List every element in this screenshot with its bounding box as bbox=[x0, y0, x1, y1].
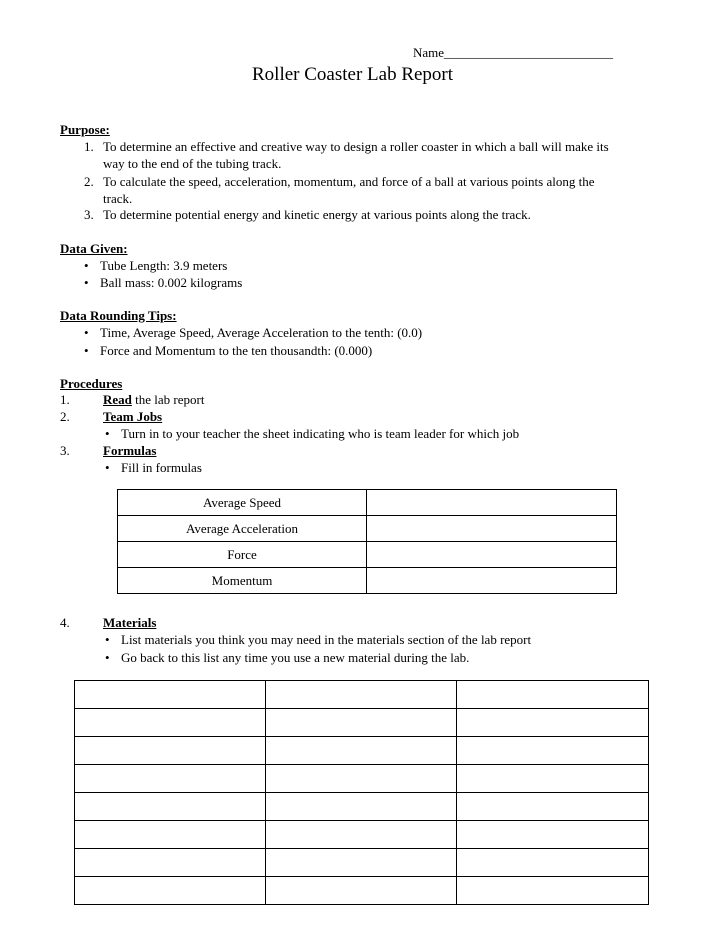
purpose-item-text: To determine potential energy and kinetic energy at various points along the track. bbox=[103, 207, 531, 222]
materials-cell[interactable] bbox=[266, 849, 457, 877]
step-label: Formulas bbox=[103, 443, 157, 458]
bullet-icon: • bbox=[105, 426, 110, 441]
table-row bbox=[118, 490, 617, 516]
table-row bbox=[75, 849, 649, 877]
bullet-icon: • bbox=[105, 650, 110, 665]
purpose-item-num: 2. bbox=[84, 174, 94, 189]
materials-cell[interactable] bbox=[457, 737, 649, 765]
materials-cell[interactable] bbox=[75, 877, 266, 905]
bullet-icon: • bbox=[105, 632, 110, 647]
list-item: • Turn in to your teacher the sheet indicating who is team leader for which job bbox=[105, 426, 520, 441]
step-1: Read the lab report bbox=[103, 392, 205, 407]
bullet-icon: • bbox=[84, 325, 89, 340]
materials-cell[interactable] bbox=[75, 737, 266, 765]
list-item: • Time, Average Speed, Average Acceleration to the tenth: (0.0) bbox=[84, 325, 423, 340]
step-number: 1. bbox=[60, 392, 70, 407]
materials-cell[interactable] bbox=[266, 681, 457, 709]
table-row bbox=[75, 877, 649, 905]
materials-cell[interactable] bbox=[266, 737, 457, 765]
table-row bbox=[118, 516, 617, 542]
bullet-icon: • bbox=[105, 460, 110, 475]
formula-cell[interactable] bbox=[367, 568, 617, 594]
purpose-item-num: 3. bbox=[84, 207, 94, 222]
materials-cell[interactable] bbox=[75, 765, 266, 793]
data-given-heading: Data Given: bbox=[60, 241, 128, 256]
purpose-item-text: track. bbox=[103, 191, 133, 206]
table-row bbox=[75, 681, 649, 709]
table-row bbox=[75, 709, 649, 737]
step-label: Read bbox=[103, 392, 132, 407]
materials-cell[interactable] bbox=[266, 765, 457, 793]
purpose-item-text: To determine an effective and creative way to design a roller coaster in which a ball will make its bbox=[103, 139, 609, 154]
materials-cell[interactable] bbox=[457, 709, 649, 737]
formula-label: Force bbox=[118, 542, 367, 568]
procedures-heading: Procedures bbox=[60, 376, 123, 391]
materials-table bbox=[74, 680, 649, 905]
step-number: 2. bbox=[60, 409, 70, 424]
table-row bbox=[75, 765, 649, 793]
step-number: 3. bbox=[60, 443, 70, 458]
step-number: 4. bbox=[60, 615, 70, 630]
table-row bbox=[75, 737, 649, 765]
purpose-heading: Purpose: bbox=[60, 122, 110, 137]
formula-label: Momentum bbox=[118, 568, 367, 594]
name-line[interactable] bbox=[413, 44, 613, 61]
bullet-icon: • bbox=[84, 258, 89, 273]
bullet-icon: • bbox=[84, 343, 89, 358]
materials-cell[interactable] bbox=[266, 709, 457, 737]
materials-cell[interactable] bbox=[75, 709, 266, 737]
table-row bbox=[118, 568, 617, 594]
formula-table bbox=[117, 489, 617, 594]
formula-cell[interactable] bbox=[367, 542, 617, 568]
materials-cell[interactable] bbox=[75, 793, 266, 821]
table-row bbox=[75, 821, 649, 849]
materials-cell[interactable] bbox=[457, 765, 649, 793]
materials-cell[interactable] bbox=[75, 681, 266, 709]
materials-cell[interactable] bbox=[457, 793, 649, 821]
list-item: • List materials you think you may need in the materials section of the lab report bbox=[105, 632, 532, 647]
formula-label: Average Acceleration bbox=[118, 516, 367, 542]
list-item: • Force and Momentum to the ten thousandth: (0.000) bbox=[84, 343, 373, 358]
list-item: • Fill in formulas bbox=[105, 460, 202, 475]
list-item: • Tube Length: 3.9 meters bbox=[84, 258, 228, 273]
formula-cell[interactable] bbox=[367, 516, 617, 542]
name-blank[interactable]: __________________________ bbox=[444, 45, 614, 60]
materials-cell[interactable] bbox=[457, 821, 649, 849]
materials-cell[interactable] bbox=[75, 821, 266, 849]
materials-cell[interactable] bbox=[266, 821, 457, 849]
materials-cell[interactable] bbox=[457, 681, 649, 709]
bullet-icon: • bbox=[84, 275, 89, 290]
table-row bbox=[75, 793, 649, 821]
step-label: Materials bbox=[103, 615, 157, 630]
purpose-item-num: 1. bbox=[84, 139, 94, 154]
materials-cell[interactable] bbox=[457, 877, 649, 905]
materials-cell[interactable] bbox=[457, 849, 649, 877]
step-label: Team Jobs bbox=[103, 409, 163, 424]
list-item: • Ball mass: 0.002 kilograms bbox=[84, 275, 243, 290]
formula-cell[interactable] bbox=[367, 490, 617, 516]
materials-cell[interactable] bbox=[75, 849, 266, 877]
table-row bbox=[118, 542, 617, 568]
rounding-heading: Data Rounding Tips: bbox=[60, 308, 177, 323]
purpose-item-text: To calculate the speed, acceleration, momentum, and force of a ball at various points along the bbox=[103, 174, 595, 189]
page-title: Roller Coaster Lab Report bbox=[252, 64, 454, 85]
materials-cell[interactable] bbox=[266, 877, 457, 905]
purpose-item-text: way to the end of the tubing track. bbox=[103, 156, 282, 171]
list-item: • Go back to this list any time you use a new material during the lab. bbox=[105, 650, 470, 665]
materials-cell[interactable] bbox=[266, 793, 457, 821]
name-label: Name bbox=[413, 45, 445, 60]
formula-label: Average Speed bbox=[118, 490, 367, 516]
